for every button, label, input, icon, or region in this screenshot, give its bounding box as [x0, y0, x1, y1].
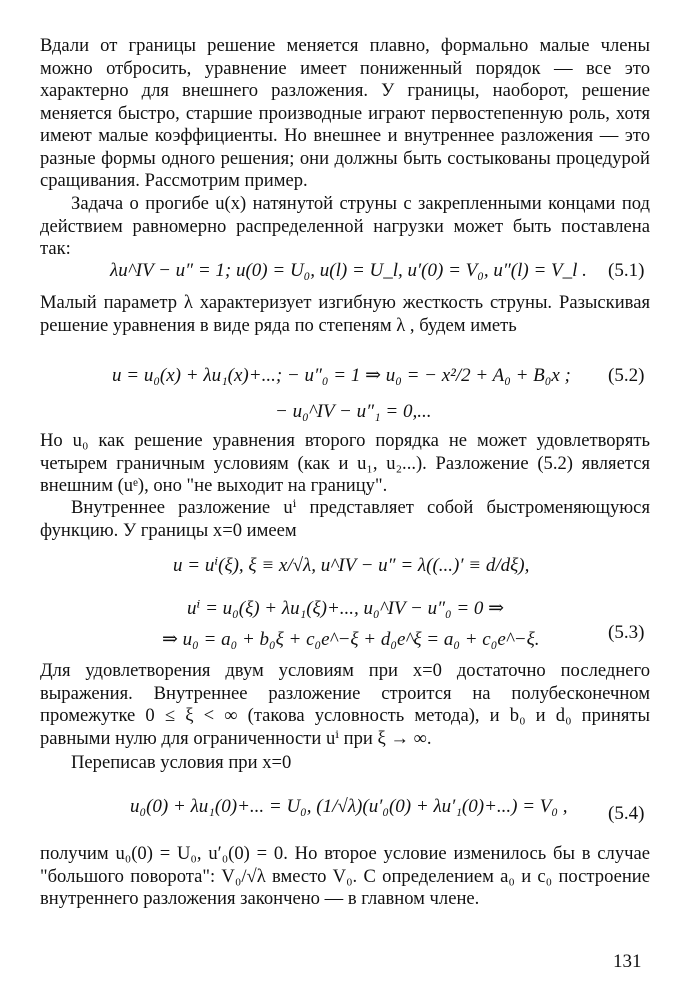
equation-5-3-line3: ⇒ u₀ = a₀ + b₀ξ + c₀e^−ξ + d₀e^ξ = a₀ + c₀e^−ξ. — [162, 629, 540, 650]
equation-5-3-line1: u = uⁱ(ξ), ξ ≡ x/√λ, u^IV − u″ = λ((...)′ ≡ d/dξ), — [173, 555, 530, 576]
paragraph-outer-expansion: Но u₀ как решение уравнения второго порядка не может удовлетворять четырем граничным условиям (как и u₁, u₂...). Разложение (5.2) является внешним (uᵉ), оно "не выходит на границу". — [40, 430, 650, 496]
equation-label-5-2: (5.2) — [608, 365, 645, 386]
equation-label-5-1: (5.1) — [608, 260, 645, 281]
equation-5-2-line1: u = u₀(x) + λu₁(x)+...; − u″₀ = 1 ⇒ u₀ = − x²/2 + A₀ + B₀x ; — [112, 365, 571, 386]
paragraph-inner-expansion: Внутреннее разложение uⁱ представляет собой быстроменяющуюся функцию. У границы x=0 имеем — [40, 497, 650, 541]
equation-5-1: λu^IV − u″ = 1; u(0) = U₀, u(l) = U_l, u′(0) = V₀, u″(l) = V_l . — [110, 260, 587, 281]
paragraph-conditions: Для удовлетворения двум условиям при x=0 достаточно последнего выражения. Внутреннее разложение строится на полубесконечном промежутке 0 ≤ ξ < ∞ (такова условность метода), и b₀ и d₀ приняты равными нулю для ограниченности uⁱ при ξ → ∞. — [40, 660, 650, 749]
paragraph-problem: Задача о прогибе u(x) натянутой струны с закрепленными концами под действием равномерно распределенной нагрузки может быть поставлена так: — [40, 193, 650, 259]
equation-label-5-4: (5.4) — [608, 803, 645, 824]
paragraph-result: получим u₀(0) = U₀, u′₀(0) = 0. Но второе условие изменилось бы в случае "большого поворота": V₀/√λ вместо V₀. С определением a₀ и c₀ построение внутреннего разложения закончено — в главном члене. — [40, 843, 650, 909]
equation-label-5-3: (5.3) — [608, 622, 645, 643]
equation-5-2-line2: − u₀^IV − u″₁ = 0,... — [275, 401, 432, 422]
paragraph-rewrite: Переписав условия при x=0 — [71, 752, 292, 773]
paragraph-intro: Вдали от границы решение меняется плавно, формально малые члены можно отбросить, уравнение имеет пониженный порядок — все это характерно для внешнего разложения. У границы, наоборот, решение меняется быстро, старшие производные играют первостепенную роль, хотя имеют малые коэффициенты. Но внешнее и внутреннее разложения — это разные формы одного решения; они должны быть состыкованы процедурой сращивания. Рассмотрим пример. — [40, 35, 650, 191]
equation-5-3-line2: uⁱ = u₀(ξ) + λu₁(ξ)+..., u₀^IV − u″₀ = 0 ⇒ — [187, 598, 505, 619]
page-number: 131 — [613, 951, 642, 972]
paragraph-small-parameter: Малый параметр λ характеризует изгибную жесткость струны. Разыскивая решение уравнения в виде ряда по степеням λ , будем иметь — [40, 292, 650, 336]
equation-5-4: u₀(0) + λu₁(0)+... = U₀, (1/√λ)(u′₀(0) + λu′₁(0)+...) = V₀ , — [130, 796, 568, 817]
